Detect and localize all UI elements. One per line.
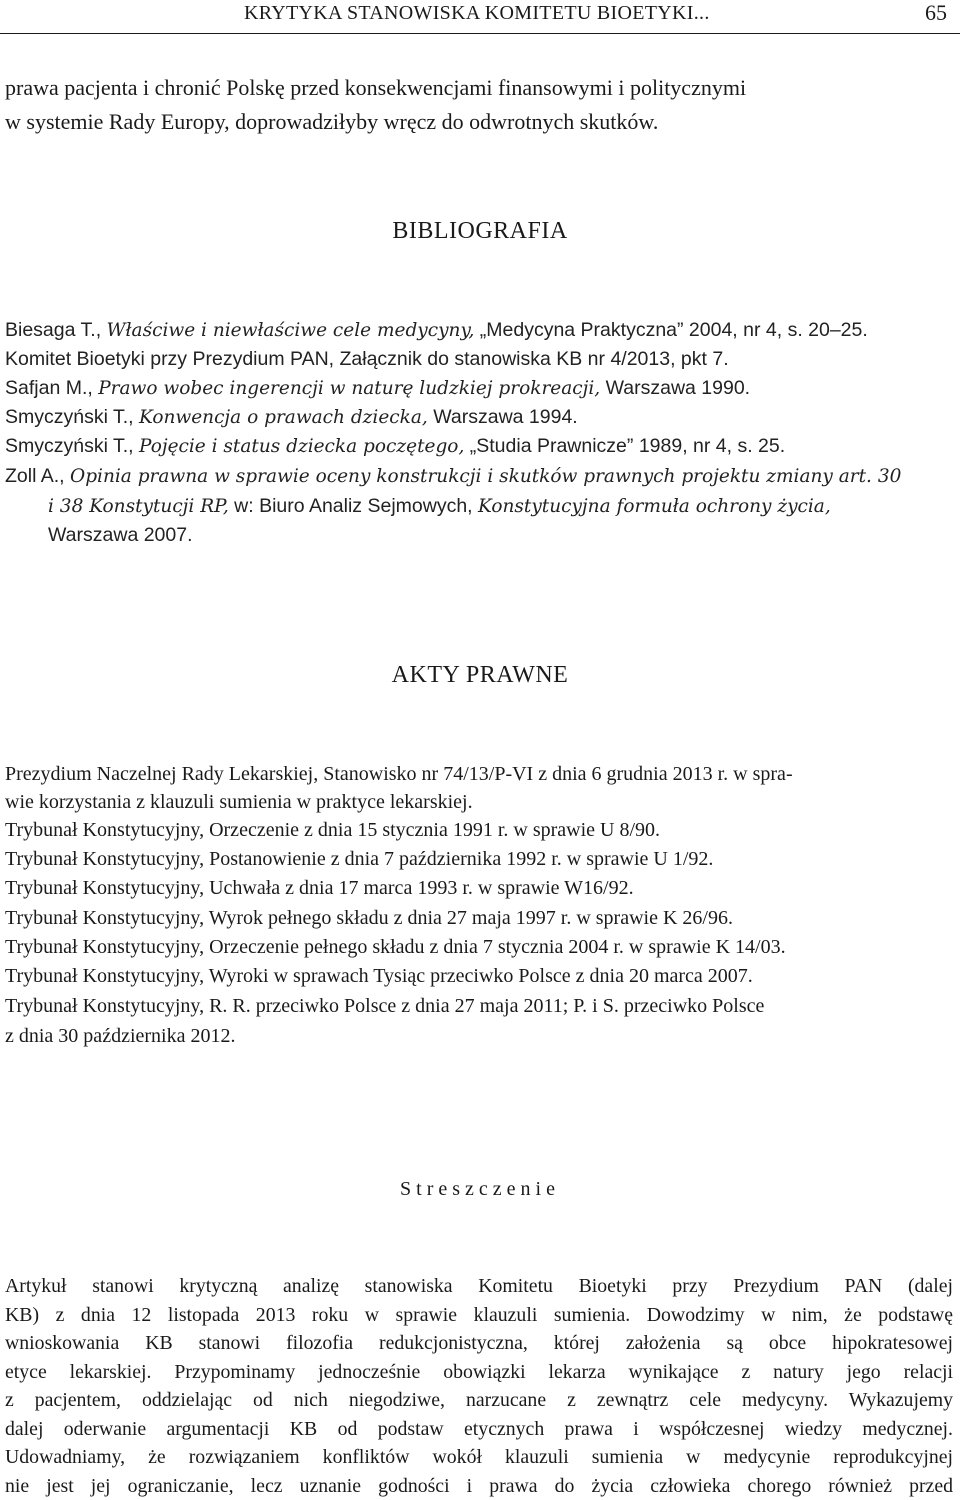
summary-line: nie jest jej ograniczanie, lecz uznanie godności i prawa do życia człowieka chorego również przed xyxy=(5,1472,953,1500)
intro-line-1: prawa pacjenta i chronić Polskę przed konsekwencjami finansowymi i politycznymi xyxy=(5,74,746,101)
bib-title: i 38 Konstytucji RP, xyxy=(48,496,229,517)
bib-author: Smyczyński T., xyxy=(5,435,134,457)
summary-line: Artykuł stanowi krytyczną analizę stanowiska Komitetu Bioetyki przy Prezydium PAN (dalej xyxy=(5,1272,953,1301)
intro-line-2: w systemie Rady Europy, doprowadziłyby wręcz do odwrotnych skutków. xyxy=(5,108,658,135)
bib-rest: Warszawa 1994. xyxy=(433,406,578,428)
bib-title: Właściwe i niewłaściwe cele medycyny, xyxy=(107,320,475,341)
header-rule xyxy=(0,33,960,34)
summary-body xyxy=(5,1272,953,1500)
act-line: Trybunał Konstytucyjny, Uchwała z dnia 17 marca 1993 r. w sprawie W16/92. xyxy=(5,876,634,900)
bib-title: Prawo wobec ingerencji w naturę ludzkiej prokreacji, xyxy=(98,378,600,399)
bib-title: Opinia prawna w sprawie oceny konstrukcji i skutków prawnych projektu zmiany art. 30 xyxy=(70,466,901,487)
bib-entry-biesaga xyxy=(5,318,868,343)
act-line: Trybunał Konstytucyjny, Postanowienie z dnia 7 października 1992 r. w sprawie U 1/92. xyxy=(5,847,713,871)
bib-entry-zoll xyxy=(5,464,901,489)
bib-entry-zoll-cont-2: Warszawa 2007. xyxy=(48,523,193,547)
act-line: Trybunał Konstytucyjny, Orzeczenie z dnia 15 stycznia 1991 r. w sprawie U 8/90. xyxy=(5,818,660,842)
page-header xyxy=(0,0,960,32)
bib-entry-komitet xyxy=(5,347,729,371)
bib-rest: „Studia Prawnicze” 1989, nr 4, s. 25. xyxy=(470,435,785,457)
bib-title: Konwencja o prawach dziecka, xyxy=(139,407,428,428)
bib-entry-safjan xyxy=(5,376,750,401)
bib-author: Zoll A., xyxy=(5,465,65,487)
summary-line: KB) z dnia 12 listopada 2013 roku w sprawie klauzuli sumienia. Dowodzimy w nim, że podstawę xyxy=(5,1301,953,1330)
summary-line: etyce lekarskiej. Przypominamy jednocześnie obowiązki lekarza wynikające z natury jego relacji xyxy=(5,1358,953,1387)
bib-entry-smyczynski-1 xyxy=(5,405,578,430)
bib-rest: Warszawa 1990. xyxy=(606,377,751,399)
summary-heading: Streszczenie xyxy=(0,1178,960,1201)
summary-line: wnioskowania KB stanowi filozofia redukcjonistyczna, której założenia są obce hipokratesowej xyxy=(5,1329,953,1358)
act-line: Trybunał Konstytucyjny, Wyrok pełnego składu z dnia 27 maja 1997 r. w sprawie K 26/96. xyxy=(5,906,733,930)
bib-rest: w: Biuro Analiz Sejmowych, xyxy=(234,495,472,517)
summary-line: Udowadniamy, że rozwiązaniem konfliktów wokół klauzuli sumienia w medycynie reprodukcyjnej xyxy=(5,1443,953,1472)
act-line: Trybunał Konstytucyjny, Orzeczenie pełnego składu z dnia 7 stycznia 2004 r. w sprawie K 14/03. xyxy=(5,935,786,959)
bibliography-heading: BIBLIOGRAFIA xyxy=(0,218,960,245)
act-line: z dnia 30 października 2012. xyxy=(5,1024,235,1048)
bib-author: Smyczyński T., xyxy=(5,406,134,428)
summary-line: z pacjentem, oddzielając od nich niegodziwe, narzucane z zewnątrz cele medycyny. Wykazujemy xyxy=(5,1386,953,1415)
act-line: Trybunał Konstytucyjny, Wyroki w sprawach Tysiąc przeciwko Polsce z dnia 20 marca 2007. xyxy=(5,964,753,988)
bib-author: Biesaga T., xyxy=(5,319,101,341)
act-line: Trybunał Konstytucyjny, R. R. przeciwko Polsce z dnia 27 maja 2011; P. i S. przeciwko Polsce xyxy=(5,994,764,1018)
bib-entry-smyczynski-2 xyxy=(5,434,785,459)
page-number: 65 xyxy=(925,0,947,26)
bib-rest: Komitet Bioetyki przy Prezydium PAN, Załącznik do stanowiska KB nr 4/2013, pkt 7. xyxy=(5,348,729,370)
bib-title: Pojęcie i status dziecka poczętego, xyxy=(139,436,464,457)
running-title: KRYTYKA STANOWISKA KOMITETU BIOETYKI... xyxy=(244,0,710,26)
bib-author: Safjan M., xyxy=(5,377,93,399)
bib-entry-zoll-cont xyxy=(48,494,831,519)
bib-title: Konstytucyjna formuła ochrony życia, xyxy=(478,496,831,517)
bib-rest: „Medycyna Praktyczna” 2004, nr 4, s. 20–25. xyxy=(480,319,868,341)
acts-heading: AKTY PRAWNE xyxy=(0,662,960,689)
act-line: Prezydium Naczelnej Rady Lekarskiej, Stanowisko nr 74/13/P-VI z dnia 6 grudnia 2013 r. w spra- xyxy=(5,762,793,786)
summary-line: dalej oderwanie argumentacji KB od podstaw etycznych prawa i współczesnej wiedzy medycznej. xyxy=(5,1415,953,1444)
act-line: wie korzystania z klauzuli sumienia w praktyce lekarskiej. xyxy=(5,790,473,814)
